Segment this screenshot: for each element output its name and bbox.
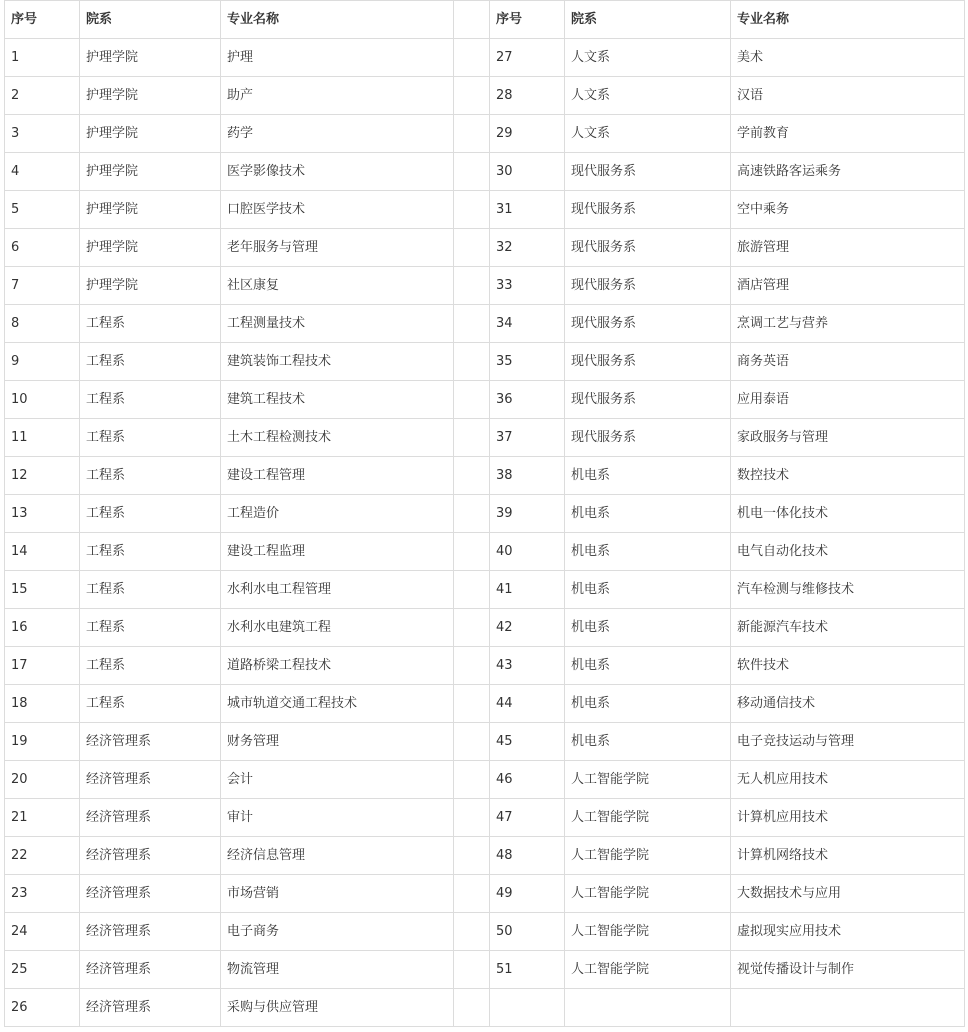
cell-department-right: 机电系 [565, 571, 731, 609]
table-header-row [5, 1, 965, 39]
cell-department-right: 人文系 [565, 115, 731, 153]
cell-major-right: 视觉传播设计与制作 [731, 951, 965, 989]
cell-department-left: 工程系 [80, 609, 221, 647]
cell-department-left: 护理学院 [80, 153, 221, 191]
cell-department-right: 人工智能学院 [565, 875, 731, 913]
cell-major-right: 软件技术 [731, 647, 965, 685]
cell-major-right: 数控技术 [731, 457, 965, 495]
cell-major-left: 药学 [221, 115, 454, 153]
cell-department-right: 机电系 [565, 495, 731, 533]
cell-major-right: 电气自动化技术 [731, 533, 965, 571]
cell-index-left: 20 [5, 761, 80, 799]
cell-department-left: 经济管理系 [80, 799, 221, 837]
cell-major-right: 大数据技术与应用 [731, 875, 965, 913]
cell-department-right: 人工智能学院 [565, 913, 731, 951]
cell-major-left: 财务管理 [221, 723, 454, 761]
table-row [5, 153, 965, 191]
cell-major-right: 烹调工艺与营养 [731, 305, 965, 343]
header-index-right: 序号 [490, 1, 565, 39]
row-spacer [454, 343, 490, 381]
cell-department-right: 人文系 [565, 39, 731, 77]
cell-index-right: 35 [490, 343, 565, 381]
cell-index-left: 10 [5, 381, 80, 419]
cell-index-right: 50 [490, 913, 565, 951]
table-row [5, 457, 965, 495]
cell-department-right: 机电系 [565, 647, 731, 685]
cell-department-left: 经济管理系 [80, 837, 221, 875]
cell-major-right: 商务英语 [731, 343, 965, 381]
cell-index-right: 30 [490, 153, 565, 191]
row-spacer [454, 989, 490, 1027]
table-row [5, 39, 965, 77]
cell-index-left: 12 [5, 457, 80, 495]
table-row [5, 343, 965, 381]
cell-major-left: 水利水电工程管理 [221, 571, 454, 609]
cell-index-left: 2 [5, 77, 80, 115]
row-spacer [454, 685, 490, 723]
cell-major-right: 计算机应用技术 [731, 799, 965, 837]
row-spacer [454, 153, 490, 191]
majors-table [4, 0, 965, 1027]
cell-major-right: 高速铁路客运乘务 [731, 153, 965, 191]
cell-index-left: 1 [5, 39, 80, 77]
cell-major-left: 口腔医学技术 [221, 191, 454, 229]
cell-index-left: 23 [5, 875, 80, 913]
cell-major-left: 市场营销 [221, 875, 454, 913]
row-spacer [454, 381, 490, 419]
cell-department-left: 护理学院 [80, 191, 221, 229]
table-row [5, 837, 965, 875]
cell-index-left: 15 [5, 571, 80, 609]
table-row [5, 685, 965, 723]
cell-index-right: 48 [490, 837, 565, 875]
cell-index-right: 36 [490, 381, 565, 419]
cell-department-left: 工程系 [80, 457, 221, 495]
table-row [5, 799, 965, 837]
row-spacer [454, 837, 490, 875]
cell-index-right: 37 [490, 419, 565, 457]
cell-department-right: 现代服务系 [565, 153, 731, 191]
header-index-left: 序号 [5, 1, 80, 39]
cell-major-left: 老年服务与管理 [221, 229, 454, 267]
cell-major-right: 空中乘务 [731, 191, 965, 229]
cell-major-right: 无人机应用技术 [731, 761, 965, 799]
cell-major-right: 酒店管理 [731, 267, 965, 305]
table-row [5, 533, 965, 571]
cell-major-right: 汉语 [731, 77, 965, 115]
row-spacer [454, 533, 490, 571]
row-spacer [454, 647, 490, 685]
cell-major-right: 汽车检测与维修技术 [731, 571, 965, 609]
cell-department-right: 机电系 [565, 685, 731, 723]
table-row [5, 913, 965, 951]
cell-department-left: 护理学院 [80, 39, 221, 77]
cell-index-left: 9 [5, 343, 80, 381]
header-spacer [454, 1, 490, 39]
cell-index-left: 6 [5, 229, 80, 267]
cell-major-right: 计算机网络技术 [731, 837, 965, 875]
cell-department-left: 经济管理系 [80, 989, 221, 1027]
cell-department-right: 现代服务系 [565, 191, 731, 229]
row-spacer [454, 495, 490, 533]
row-spacer [454, 267, 490, 305]
table-row [5, 609, 965, 647]
cell-department-left: 工程系 [80, 495, 221, 533]
cell-index-left: 16 [5, 609, 80, 647]
cell-index-left: 14 [5, 533, 80, 571]
cell-index-right: 40 [490, 533, 565, 571]
cell-index-right [490, 989, 565, 1027]
cell-department-left: 工程系 [80, 343, 221, 381]
cell-index-left: 26 [5, 989, 80, 1027]
cell-department-left: 工程系 [80, 305, 221, 343]
cell-department-left: 工程系 [80, 381, 221, 419]
row-spacer [454, 229, 490, 267]
cell-department-right: 人工智能学院 [565, 837, 731, 875]
row-spacer [454, 723, 490, 761]
cell-index-right: 31 [490, 191, 565, 229]
row-spacer [454, 419, 490, 457]
cell-department-right: 人工智能学院 [565, 761, 731, 799]
cell-index-right: 49 [490, 875, 565, 913]
row-spacer [454, 77, 490, 115]
cell-index-right: 33 [490, 267, 565, 305]
cell-department-right [565, 989, 731, 1027]
cell-major-left: 助产 [221, 77, 454, 115]
table-row [5, 571, 965, 609]
cell-major-left: 物流管理 [221, 951, 454, 989]
cell-index-right: 46 [490, 761, 565, 799]
cell-department-right: 机电系 [565, 533, 731, 571]
cell-department-right: 现代服务系 [565, 267, 731, 305]
table-row [5, 191, 965, 229]
cell-major-left: 会计 [221, 761, 454, 799]
cell-index-right: 34 [490, 305, 565, 343]
cell-major-left: 工程测量技术 [221, 305, 454, 343]
cell-major-left: 社区康复 [221, 267, 454, 305]
cell-index-right: 39 [490, 495, 565, 533]
cell-department-right: 现代服务系 [565, 229, 731, 267]
cell-major-left: 建筑装饰工程技术 [221, 343, 454, 381]
cell-department-right: 人工智能学院 [565, 951, 731, 989]
cell-major-left: 城市轨道交通工程技术 [221, 685, 454, 723]
cell-major-right: 应用泰语 [731, 381, 965, 419]
cell-major-left: 审计 [221, 799, 454, 837]
cell-index-left: 24 [5, 913, 80, 951]
cell-department-left: 经济管理系 [80, 875, 221, 913]
cell-major-right: 新能源汽车技术 [731, 609, 965, 647]
table-row [5, 495, 965, 533]
row-spacer [454, 457, 490, 495]
table-row [5, 267, 965, 305]
cell-index-right: 47 [490, 799, 565, 837]
cell-major-left: 建设工程管理 [221, 457, 454, 495]
majors-table-container [4, 0, 965, 1027]
header-department-right: 院系 [565, 1, 731, 39]
cell-major-right: 美术 [731, 39, 965, 77]
cell-index-right: 44 [490, 685, 565, 723]
cell-department-right: 现代服务系 [565, 343, 731, 381]
cell-major-right [731, 989, 965, 1027]
table-row [5, 647, 965, 685]
table-row [5, 723, 965, 761]
cell-major-right: 旅游管理 [731, 229, 965, 267]
header-department-left: 院系 [80, 1, 221, 39]
cell-department-left: 护理学院 [80, 267, 221, 305]
cell-index-left: 25 [5, 951, 80, 989]
cell-index-left: 3 [5, 115, 80, 153]
cell-major-left: 医学影像技术 [221, 153, 454, 191]
cell-index-left: 7 [5, 267, 80, 305]
cell-department-left: 经济管理系 [80, 723, 221, 761]
cell-index-right: 43 [490, 647, 565, 685]
cell-department-left: 护理学院 [80, 229, 221, 267]
cell-index-right: 51 [490, 951, 565, 989]
cell-department-left: 经济管理系 [80, 913, 221, 951]
cell-department-right: 人工智能学院 [565, 799, 731, 837]
cell-index-left: 19 [5, 723, 80, 761]
row-spacer [454, 913, 490, 951]
cell-department-left: 护理学院 [80, 115, 221, 153]
row-spacer [454, 799, 490, 837]
cell-index-right: 41 [490, 571, 565, 609]
cell-major-left: 建筑工程技术 [221, 381, 454, 419]
cell-major-right: 学前教育 [731, 115, 965, 153]
cell-index-right: 38 [490, 457, 565, 495]
table-row [5, 115, 965, 153]
cell-major-left: 电子商务 [221, 913, 454, 951]
cell-major-left: 经济信息管理 [221, 837, 454, 875]
cell-index-right: 32 [490, 229, 565, 267]
cell-department-left: 工程系 [80, 571, 221, 609]
cell-major-right: 移动通信技术 [731, 685, 965, 723]
cell-index-left: 21 [5, 799, 80, 837]
cell-department-left: 经济管理系 [80, 761, 221, 799]
table-row [5, 77, 965, 115]
header-major-right: 专业名称 [731, 1, 965, 39]
cell-major-right: 机电一体化技术 [731, 495, 965, 533]
header-major-left: 专业名称 [221, 1, 454, 39]
cell-major-left: 建设工程监理 [221, 533, 454, 571]
cell-department-left: 工程系 [80, 419, 221, 457]
cell-index-left: 13 [5, 495, 80, 533]
cell-index-right: 42 [490, 609, 565, 647]
table-row [5, 305, 965, 343]
cell-department-right: 现代服务系 [565, 381, 731, 419]
row-spacer [454, 609, 490, 647]
row-spacer [454, 305, 490, 343]
cell-index-left: 4 [5, 153, 80, 191]
cell-index-left: 22 [5, 837, 80, 875]
cell-major-left: 工程造价 [221, 495, 454, 533]
cell-department-left: 工程系 [80, 533, 221, 571]
row-spacer [454, 191, 490, 229]
cell-index-left: 17 [5, 647, 80, 685]
cell-index-right: 45 [490, 723, 565, 761]
table-row [5, 419, 965, 457]
cell-major-left: 采购与供应管理 [221, 989, 454, 1027]
cell-index-right: 27 [490, 39, 565, 77]
cell-department-left: 护理学院 [80, 77, 221, 115]
cell-department-right: 机电系 [565, 457, 731, 495]
cell-major-left: 水利水电建筑工程 [221, 609, 454, 647]
cell-major-right: 电子竞技运动与管理 [731, 723, 965, 761]
cell-index-left: 5 [5, 191, 80, 229]
table-row [5, 875, 965, 913]
table-body [5, 39, 965, 1027]
cell-major-left: 护理 [221, 39, 454, 77]
cell-department-right: 现代服务系 [565, 305, 731, 343]
row-spacer [454, 39, 490, 77]
row-spacer [454, 571, 490, 609]
table-row [5, 381, 965, 419]
row-spacer [454, 951, 490, 989]
cell-department-left: 经济管理系 [80, 951, 221, 989]
cell-major-left: 土木工程检测技术 [221, 419, 454, 457]
table-row [5, 761, 965, 799]
cell-department-right: 机电系 [565, 723, 731, 761]
row-spacer [454, 875, 490, 913]
cell-major-left: 道路桥梁工程技术 [221, 647, 454, 685]
cell-index-right: 28 [490, 77, 565, 115]
cell-department-left: 工程系 [80, 685, 221, 723]
cell-department-right: 现代服务系 [565, 419, 731, 457]
cell-index-right: 29 [490, 115, 565, 153]
row-spacer [454, 115, 490, 153]
cell-department-left: 工程系 [80, 647, 221, 685]
cell-index-left: 11 [5, 419, 80, 457]
cell-department-right: 机电系 [565, 609, 731, 647]
cell-index-left: 18 [5, 685, 80, 723]
cell-major-right: 家政服务与管理 [731, 419, 965, 457]
cell-index-left: 8 [5, 305, 80, 343]
cell-major-right: 虚拟现实应用技术 [731, 913, 965, 951]
table-row [5, 951, 965, 989]
table-row [5, 989, 965, 1027]
table-row [5, 229, 965, 267]
cell-department-right: 人文系 [565, 77, 731, 115]
row-spacer [454, 761, 490, 799]
